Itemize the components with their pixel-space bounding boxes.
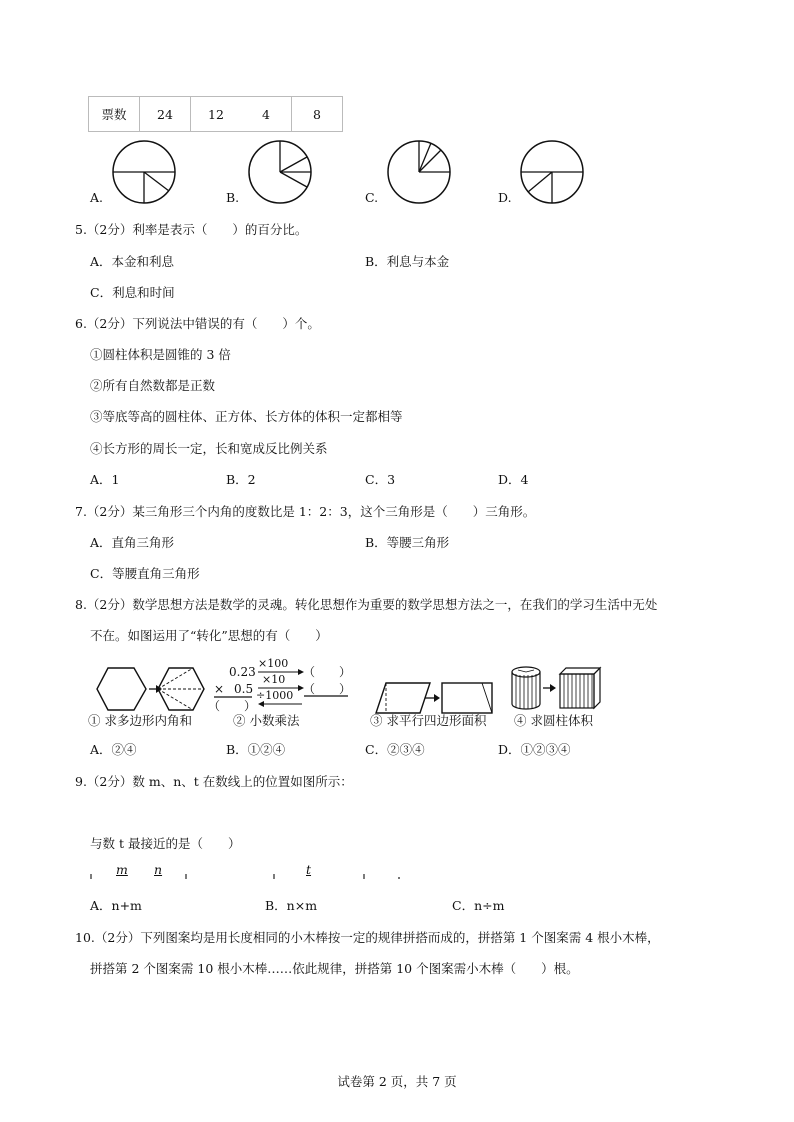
question-8-stem-line2: 不在。如图运用了“转化”思想的有（ ） [90,628,328,643]
table-cell: 24 [140,97,191,132]
calc-op-times-10: ×10 [262,673,286,686]
q7-option-a[interactable]: A．直角三角形 [90,535,175,550]
table-header-cell: 票数 [89,97,140,132]
q6-option-b[interactable]: B．2 [226,472,256,487]
pie-chart-a[interactable] [112,140,176,204]
calc-number-2: 0.5 [234,682,254,696]
calc-op-times-100: ×100 [258,657,289,670]
q8-option-b[interactable]: B．①②④ [226,742,286,757]
fig-label-cylinder-volume: ④ 求圆柱体积 [514,713,593,728]
arrow-head [434,694,440,702]
option-a-label[interactable]: A. [90,190,104,205]
fig-label-parallelogram-area: ③ 求平行四边形面积 [370,713,487,728]
pie-divider [419,150,441,172]
q5-option-b[interactable]: B．利息与本金 [365,254,450,269]
pie-divider [144,172,169,191]
question-10-line1: 10.（2分）下列图案均是用长度相同的小木棒按一定的规律拼搭而成的，拼搭第 1 个图案需 4 根小木棒， [75,930,660,945]
option-d-label[interactable]: D. [498,190,512,205]
question-6-stem: 6.（2分）下列说法中错误的有（ ）个。 [75,316,320,331]
q7-option-c[interactable]: C．等腰直角三角形 [90,566,200,581]
number-line-label-t: t [306,862,312,877]
q9-option-c[interactable]: C．n÷m [452,898,505,913]
q5-option-a[interactable]: A．本金和利息 [90,254,175,269]
pie-chart-c[interactable] [387,140,451,204]
q6-option-c[interactable]: C．3 [365,472,396,487]
hexagon-shape [97,668,146,710]
q6-statement-2: ②所有自然数都是正数 [90,378,216,393]
q8-option-a[interactable]: A．②④ [90,742,137,757]
question-9-stem: 9.（2分）数 m、n、t 在数线上的位置如图所示： [75,774,353,789]
parallelogram-shape [376,683,430,713]
cylinder-figure [508,664,618,714]
q9-option-a[interactable]: A．n+m [90,898,142,913]
number-line-ticks [88,866,418,880]
pie-divider [528,172,552,192]
q7-option-b[interactable]: B．等腰三角形 [365,535,450,550]
question-7-stem: 7.（2分）某三角形三个内角的度数比是 1：2：3，这个三角形是（ ）三角形。 [75,504,536,519]
question-5-stem: 5.（2分）利率是表示（ ）的百分比。 [75,222,308,237]
table-cell: 4 [241,97,292,132]
q6-option-d[interactable]: D．4 [498,472,529,487]
calc-blank-2: （ ） [303,682,352,696]
calc-times-sign: × [214,682,225,696]
table-cell: 12 [191,97,242,132]
fig-label-polygon-angles: ① 求多边形内角和 [88,713,192,728]
q6-statement-4: ④长方形的周长一定，长和宽成反比例关系 [90,441,328,456]
pie-chart-d[interactable] [520,140,584,204]
pie-divider [280,157,307,172]
calc-op-divide-1000: ÷1000 [256,689,294,702]
arrow-head [550,684,556,692]
hexagon-figure [96,666,206,712]
calc-blank-3: （ ） [208,699,257,713]
question-10-line2: 拼搭第 2 个图案需 10 根小木棒……依此规律，拼搭第 10 个图案需小木棒（ ）根。 [90,961,579,976]
page-footer: 试卷第 2 页，共 7 页 [337,1074,457,1089]
rectangle-shape [442,683,492,713]
q8-option-c[interactable]: C．②③④ [365,742,425,757]
number-line-label-m: m [116,862,128,877]
q6-option-a[interactable]: A．1 [90,472,120,487]
question-8-stem-line1: 8.（2分）数学思想方法是数学的灵魂。转化思想作为重要的数学思想方法之一，在我们的学习生活中无处 [75,597,658,612]
pie-chart-b[interactable] [248,140,312,204]
table-cell: 8 [292,97,343,132]
fig-label-decimal-multiplication: ② 小数乘法 [233,713,300,728]
q9-option-b[interactable]: B．n×m [265,898,318,913]
question-9-ask: 与数 t 最接近的是（ ） [90,836,241,851]
q6-statement-3: ③等底等高的圆柱体、正方体、长方体的体积一定都相等 [90,409,403,424]
q8-option-d[interactable]: D．①②③④ [498,742,571,757]
q6-statement-1: ①圆柱体积是圆锥的 3 倍 [90,347,231,362]
calc-number-1: 0.23 [229,665,256,679]
q5-option-c[interactable]: C．利息和时间 [90,285,175,300]
number-line-label-n: n [154,862,163,877]
parallelogram-figure [374,680,496,716]
votes-table [88,96,343,132]
option-b-label[interactable]: B. [226,190,240,205]
pie-divider [280,172,307,187]
option-c-label[interactable]: C. [365,190,379,205]
calc-blank-1: （ ） [303,665,352,679]
pie-divider [419,143,431,172]
